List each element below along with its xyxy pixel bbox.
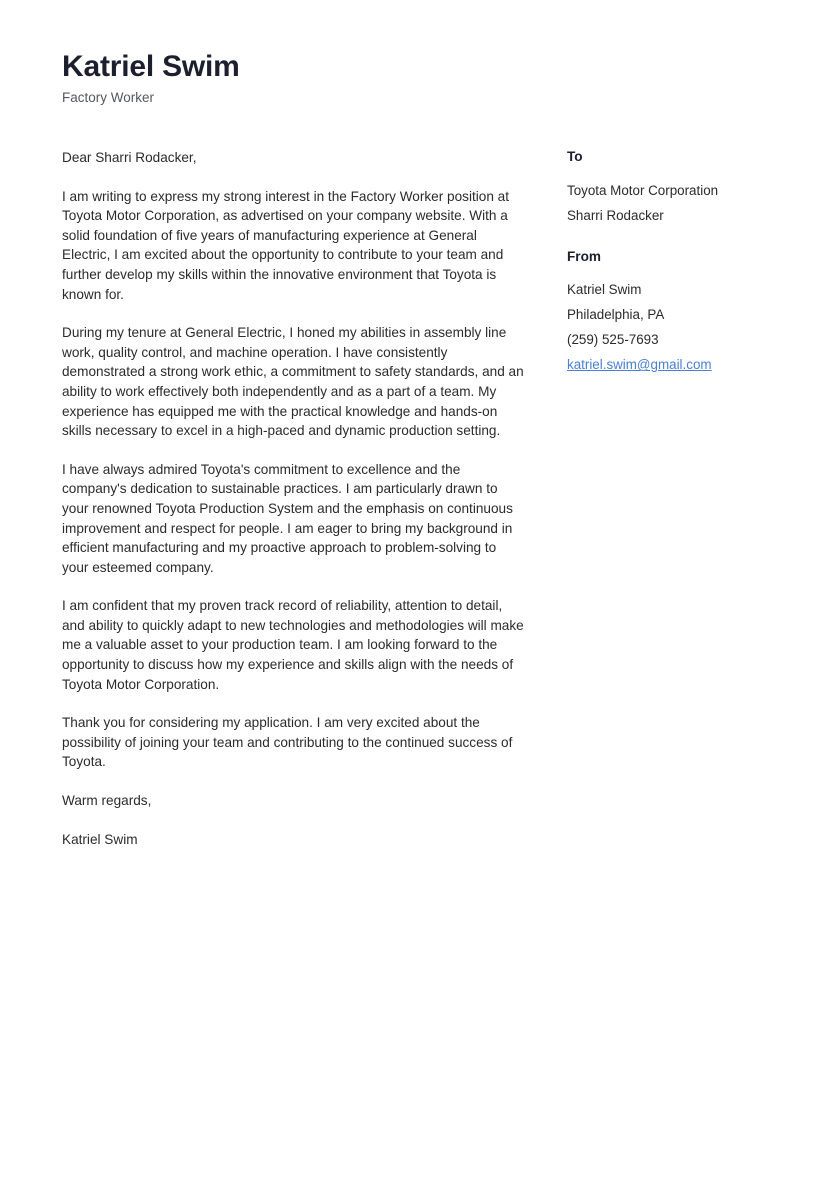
body-paragraph-3: I have always admired Toyota's commitment to excellence and the company's dedication to sustainable practices. I am particularly drawn to your renowned Toyota Production System and the emphasis on continuous improvement and respect for people. I am eager to bring my background in efficient manufacturing and my proactive approach to problem-solving to your esteemed company. [62,461,513,575]
sender-heading: From [567,248,601,264]
sender-name: Katriel Swim [567,282,642,298]
signature-name: Katriel Swim [62,831,138,847]
sender-email-link[interactable]: katriel.swim@gmail.com [567,357,712,373]
recipient-heading: To [567,149,583,164]
closing-line: Warm regards, [62,793,152,809]
body-paragraph-4: I am confident that my proven track record of reliability, attention to detail, and ability to quickly adapt to new technologies and methodologies will make me a valuable asset to your production team. I am looking forward to the opportunity to discuss how my experience and skills align with the needs of Toyota Motor Corporation. [62,598,524,692]
sender-location: Philadelphia, PA [567,307,665,323]
salutation: Dear Sharri Rodacker, [62,150,197,165]
body-paragraph-2: During my tenure at General Electric, I honed my abilities in assembly line work, quality control, and machine operation. I have consistently demonstrated a strong work ethic, a commitment to safety standards, and an ability to work effectively both independently and as a part of a team. My experience has equipped me with the practical knowledge and hands-on skills necessary to excel in a high-paced and dynamic production setting. [62,325,524,439]
letter-sidebar [567,148,797,397]
body-paragraph-5: Thank you for considering my application. I am very excited about the possibility of joining your team and contributing to the continued success of Toyota. [62,715,513,770]
recipient-company: Toyota Motor Corporation [567,182,719,198]
sender-block [567,248,797,378]
recipient-name: Sharri Rodacker [567,207,664,223]
letter-body [62,148,524,849]
job-title: Factory Worker [62,89,155,105]
page-title: Katriel Swim [62,50,240,83]
body-paragraph-1: I am writing to express my strong interest in the Factory Worker position at Toyota Motor Corporation, as advertised on your company website. With a solid foundation of five years of manufacturing experience at General Electric, I am excited about the opportunity to contribute to your team and further develop my skills within the innovative environment that Toyota is known for. [62,188,510,302]
sender-phone: (259) 525-7693 [567,332,659,348]
letter-header [62,50,662,106]
recipient-block [567,148,797,228]
